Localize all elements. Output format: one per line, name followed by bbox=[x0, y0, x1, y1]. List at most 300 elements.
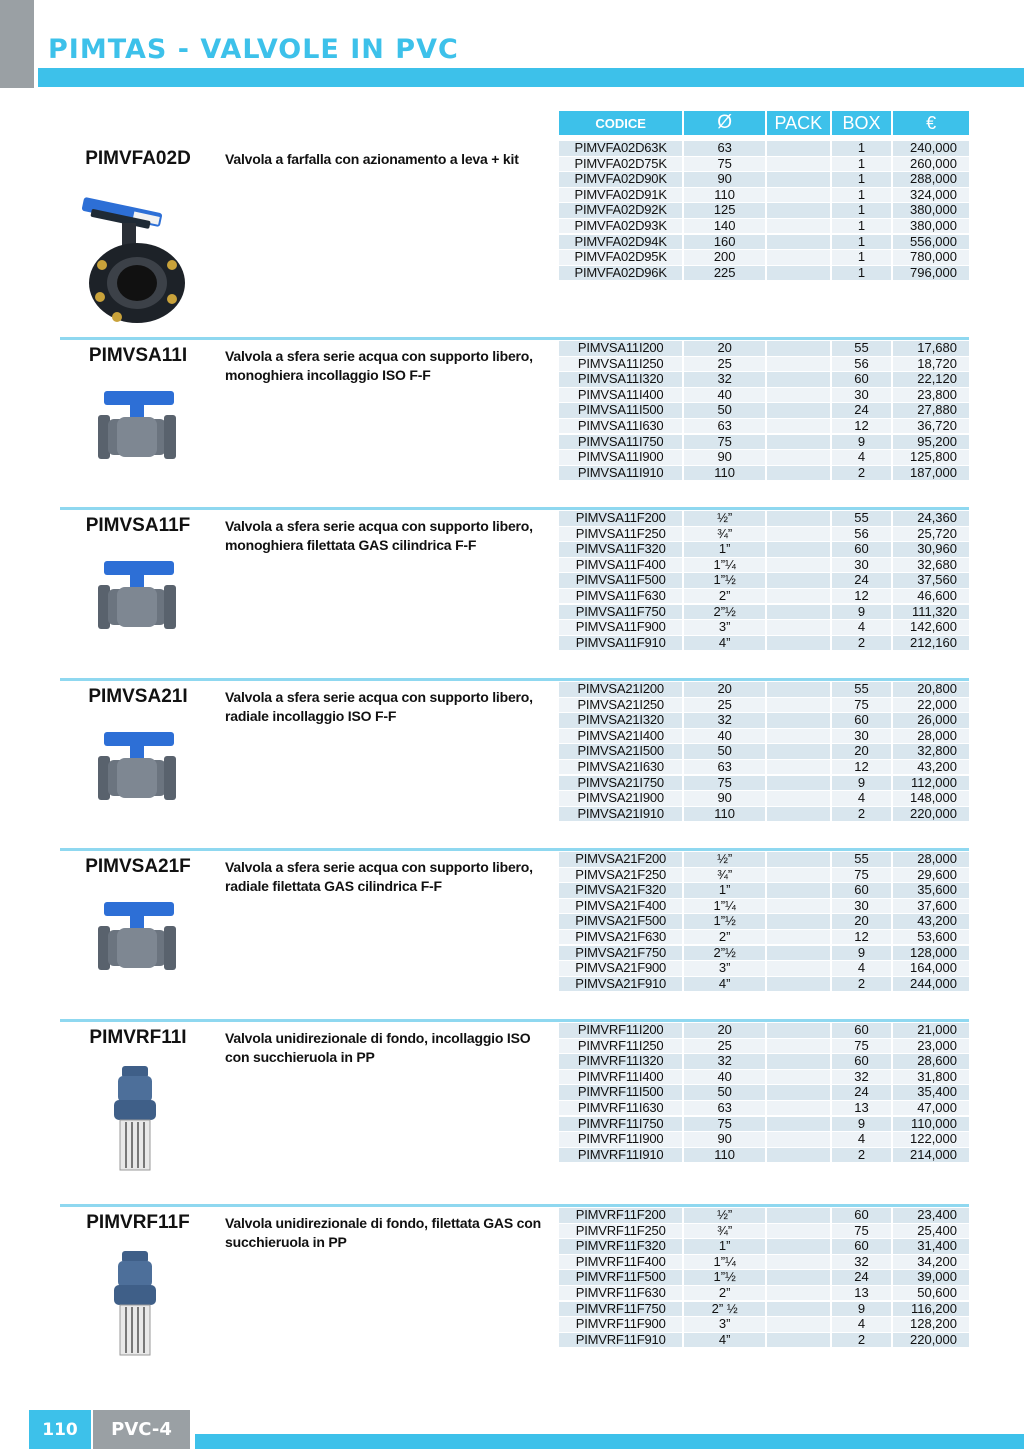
row-code: PIMVSA11I250 bbox=[559, 357, 682, 372]
row-code: PIMVRF11F900 bbox=[559, 1317, 682, 1332]
table-row bbox=[559, 1101, 969, 1117]
row-diameter: 32 bbox=[684, 1054, 765, 1069]
row-price: 28,000 bbox=[893, 729, 969, 744]
row-diameter: 2” bbox=[684, 1286, 765, 1301]
product-description: Valvola a farfalla con azionamento a leva + kit bbox=[225, 151, 519, 167]
row-box: 60 bbox=[832, 713, 892, 728]
row-code: PIMVRF11F200 bbox=[559, 1208, 682, 1223]
row-box: 9 bbox=[832, 435, 892, 450]
row-code: PIMVFA02D92K bbox=[559, 203, 682, 218]
row-code: PIMVSA11F750 bbox=[559, 605, 682, 620]
row-code: PIMVRF11F250 bbox=[559, 1224, 682, 1239]
row-box: 24 bbox=[832, 1270, 892, 1285]
row-price: 37,600 bbox=[893, 899, 969, 914]
table-row bbox=[559, 372, 969, 388]
ball-valve-icon bbox=[72, 557, 202, 642]
row-diameter: 75 bbox=[684, 435, 765, 450]
row-price: 18,720 bbox=[893, 357, 969, 372]
row-code: PIMVRF11F750 bbox=[559, 1302, 682, 1317]
row-box: 60 bbox=[832, 1208, 892, 1223]
row-pack bbox=[767, 1070, 830, 1085]
table-row bbox=[559, 219, 969, 235]
row-diameter: 75 bbox=[684, 157, 765, 172]
row-price: 111,320 bbox=[893, 605, 969, 620]
row-pack bbox=[767, 636, 830, 651]
row-price: 796,000 bbox=[893, 266, 969, 281]
row-code: PIMVSA21I630 bbox=[559, 760, 682, 775]
table-row bbox=[559, 250, 969, 266]
row-price: 556,000 bbox=[893, 235, 969, 250]
row-price: 53,600 bbox=[893, 930, 969, 945]
row-code: PIMVSA11I900 bbox=[559, 450, 682, 465]
row-price: 34,200 bbox=[893, 1255, 969, 1270]
row-box: 30 bbox=[832, 729, 892, 744]
table-row bbox=[559, 1023, 969, 1039]
price-table bbox=[559, 341, 969, 481]
row-box: 9 bbox=[832, 605, 892, 620]
row-code: PIMVFA02D95K bbox=[559, 250, 682, 265]
product-description: Valvola unidirezionale di fondo, incollaggio ISO con succhieruola in PP bbox=[225, 1030, 531, 1065]
row-pack bbox=[767, 1302, 830, 1317]
row-diameter: 63 bbox=[684, 141, 765, 156]
row-pack bbox=[767, 977, 830, 992]
row-pack bbox=[767, 235, 830, 250]
product-code: PIMVRF11F bbox=[86, 1212, 190, 1233]
row-pack bbox=[767, 1054, 830, 1069]
row-box: 13 bbox=[832, 1101, 892, 1116]
row-diameter: 1”¼ bbox=[684, 899, 765, 914]
row-pack bbox=[767, 388, 830, 403]
row-box: 9 bbox=[832, 1117, 892, 1132]
butterfly-valve-icon bbox=[72, 185, 202, 330]
table-row bbox=[559, 899, 969, 915]
row-diameter: 1” bbox=[684, 883, 765, 898]
footer-section-label: PVC-4 bbox=[93, 1410, 190, 1449]
row-diameter: 20 bbox=[684, 1023, 765, 1038]
row-price: 110,000 bbox=[893, 1117, 969, 1132]
row-pack bbox=[767, 466, 830, 481]
price-table bbox=[559, 511, 969, 651]
row-price: 214,000 bbox=[893, 1148, 969, 1163]
row-price: 26,000 bbox=[893, 713, 969, 728]
row-diameter: 63 bbox=[684, 1101, 765, 1116]
section-divider bbox=[60, 848, 969, 851]
product-code: PIMVSA11F bbox=[85, 515, 191, 536]
table-row bbox=[559, 573, 969, 589]
row-price: 35,400 bbox=[893, 1085, 969, 1100]
row-diameter: 1”½ bbox=[684, 1270, 765, 1285]
row-code: PIMVSA21I320 bbox=[559, 713, 682, 728]
row-pack bbox=[767, 961, 830, 976]
row-pack bbox=[767, 807, 830, 822]
row-code: PIMVRF11I900 bbox=[559, 1132, 682, 1147]
row-diameter: 50 bbox=[684, 744, 765, 759]
table-row bbox=[559, 605, 969, 621]
row-price: 28,000 bbox=[893, 852, 969, 867]
row-pack bbox=[767, 1317, 830, 1332]
row-pack bbox=[767, 266, 830, 281]
row-price: 23,400 bbox=[893, 1208, 969, 1223]
row-price: 32,800 bbox=[893, 744, 969, 759]
row-price: 288,000 bbox=[893, 172, 969, 187]
row-price: 17,680 bbox=[893, 341, 969, 356]
row-price: 32,680 bbox=[893, 558, 969, 573]
row-code: PIMVSA11F500 bbox=[559, 573, 682, 588]
row-price: 50,600 bbox=[893, 1286, 969, 1301]
row-pack bbox=[767, 1333, 830, 1348]
row-code: PIMVSA21F750 bbox=[559, 946, 682, 961]
row-diameter: 2”½ bbox=[684, 946, 765, 961]
row-diameter: 4” bbox=[684, 636, 765, 651]
row-price: 148,000 bbox=[893, 791, 969, 806]
row-pack bbox=[767, 403, 830, 418]
ball-valve-icon bbox=[72, 728, 202, 813]
table-row bbox=[559, 357, 969, 373]
row-pack bbox=[767, 682, 830, 697]
row-price: 22,000 bbox=[893, 698, 969, 713]
row-price: 23,000 bbox=[893, 1039, 969, 1054]
row-pack bbox=[767, 1085, 830, 1100]
price-table bbox=[559, 141, 969, 281]
row-code: PIMVSA21F900 bbox=[559, 961, 682, 976]
row-price: 43,200 bbox=[893, 760, 969, 775]
row-pack bbox=[767, 946, 830, 961]
row-price: 29,600 bbox=[893, 868, 969, 883]
table-row bbox=[559, 141, 969, 157]
row-price: 24,360 bbox=[893, 511, 969, 526]
product-code: PIMVSA21F bbox=[85, 856, 191, 877]
row-diameter: 2” ½ bbox=[684, 1302, 765, 1317]
row-diameter: ¾” bbox=[684, 868, 765, 883]
row-code: PIMVFA02D90K bbox=[559, 172, 682, 187]
row-code: PIMVRF11F400 bbox=[559, 1255, 682, 1270]
row-pack bbox=[767, 744, 830, 759]
table-row bbox=[559, 620, 969, 636]
column-pack: PACK bbox=[767, 111, 830, 135]
row-pack bbox=[767, 729, 830, 744]
row-diameter: 110 bbox=[684, 1148, 765, 1163]
row-price: 21,000 bbox=[893, 1023, 969, 1038]
row-diameter: ½” bbox=[684, 852, 765, 867]
row-pack bbox=[767, 1117, 830, 1132]
table-row bbox=[559, 235, 969, 251]
row-diameter: 63 bbox=[684, 760, 765, 775]
row-pack bbox=[767, 1101, 830, 1116]
table-row bbox=[559, 791, 969, 807]
row-diameter: 90 bbox=[684, 791, 765, 806]
row-box: 60 bbox=[832, 1023, 892, 1038]
row-price: 47,000 bbox=[893, 1101, 969, 1116]
table-row bbox=[559, 852, 969, 868]
row-box: 75 bbox=[832, 698, 892, 713]
row-pack bbox=[767, 1208, 830, 1223]
section-divider bbox=[60, 1019, 969, 1022]
row-price: 380,000 bbox=[893, 203, 969, 218]
table-row bbox=[559, 1286, 969, 1302]
row-code: PIMVRF11F500 bbox=[559, 1270, 682, 1285]
row-box: 2 bbox=[832, 807, 892, 822]
product-code: PIMVSA11I bbox=[88, 345, 188, 366]
row-code: PIMVRF11I500 bbox=[559, 1085, 682, 1100]
table-row bbox=[559, 914, 969, 930]
row-code: PIMVSA21I250 bbox=[559, 698, 682, 713]
row-price: 37,560 bbox=[893, 573, 969, 588]
table-row bbox=[559, 729, 969, 745]
row-box: 20 bbox=[832, 914, 892, 929]
table-row bbox=[559, 776, 969, 792]
row-pack bbox=[767, 620, 830, 635]
page-number: 110 bbox=[29, 1410, 91, 1449]
product-code: PIMVRF11I bbox=[89, 1027, 187, 1048]
row-price: 36,720 bbox=[893, 419, 969, 434]
row-code: PIMVFA02D94K bbox=[559, 235, 682, 250]
row-pack bbox=[767, 450, 830, 465]
row-diameter: 90 bbox=[684, 172, 765, 187]
price-table bbox=[559, 682, 969, 822]
row-price: 780,000 bbox=[893, 250, 969, 265]
row-pack bbox=[767, 435, 830, 450]
row-price: 260,000 bbox=[893, 157, 969, 172]
row-price: 116,200 bbox=[893, 1302, 969, 1317]
table-row bbox=[559, 744, 969, 760]
row-box: 1 bbox=[832, 235, 892, 250]
row-pack bbox=[767, 1023, 830, 1038]
row-code: PIMVSA21F200 bbox=[559, 852, 682, 867]
page-title: PIMTAS - VALVOLE IN PVC bbox=[48, 34, 459, 65]
row-price: 28,600 bbox=[893, 1054, 969, 1069]
row-pack bbox=[767, 899, 830, 914]
product-code: PIMVSA21I bbox=[88, 686, 188, 707]
row-price: 125,800 bbox=[893, 450, 969, 465]
foot-valve-icon bbox=[72, 1064, 202, 1179]
product-description: Valvola a sfera serie acqua con supporto libero, monoghiera filettata GAS cilindrica F-F bbox=[225, 518, 533, 553]
row-box: 4 bbox=[832, 1132, 892, 1147]
row-box: 24 bbox=[832, 403, 892, 418]
table-row bbox=[559, 1070, 969, 1086]
row-box: 1 bbox=[832, 157, 892, 172]
row-box: 2 bbox=[832, 636, 892, 651]
row-pack bbox=[767, 511, 830, 526]
row-pack bbox=[767, 188, 830, 203]
row-code: PIMVSA11F900 bbox=[559, 620, 682, 635]
row-pack bbox=[767, 250, 830, 265]
row-pack bbox=[767, 419, 830, 434]
row-pack bbox=[767, 1148, 830, 1163]
row-diameter: 50 bbox=[684, 1085, 765, 1100]
row-diameter: 1”½ bbox=[684, 914, 765, 929]
title-bar bbox=[38, 68, 1024, 87]
row-code: PIMVRF11I250 bbox=[559, 1039, 682, 1054]
row-code: PIMVSA11I200 bbox=[559, 341, 682, 356]
table-row bbox=[559, 1132, 969, 1148]
table-row bbox=[559, 760, 969, 776]
row-pack bbox=[767, 791, 830, 806]
row-box: 55 bbox=[832, 341, 892, 356]
row-box: 30 bbox=[832, 388, 892, 403]
table-row bbox=[559, 1117, 969, 1133]
row-pack bbox=[767, 172, 830, 187]
row-code: PIMVRF11F320 bbox=[559, 1239, 682, 1254]
row-diameter: 3” bbox=[684, 620, 765, 635]
row-code: PIMVFA02D91K bbox=[559, 188, 682, 203]
row-box: 56 bbox=[832, 527, 892, 542]
row-price: 46,600 bbox=[893, 589, 969, 604]
table-row bbox=[559, 1239, 969, 1255]
row-price: 31,400 bbox=[893, 1239, 969, 1254]
table-row bbox=[559, 589, 969, 605]
row-diameter: 140 bbox=[684, 219, 765, 234]
row-box: 75 bbox=[832, 1039, 892, 1054]
row-code: PIMVSA11F400 bbox=[559, 558, 682, 573]
row-pack bbox=[767, 698, 830, 713]
row-pack bbox=[767, 219, 830, 234]
row-code: PIMVSA11I630 bbox=[559, 419, 682, 434]
table-row bbox=[559, 1317, 969, 1333]
row-code: PIMVSA11I750 bbox=[559, 435, 682, 450]
row-code: PIMVSA11F910 bbox=[559, 636, 682, 651]
table-row bbox=[559, 1224, 969, 1240]
column-diameter: Ø bbox=[684, 111, 765, 135]
row-diameter: 75 bbox=[684, 1117, 765, 1132]
row-box: 4 bbox=[832, 791, 892, 806]
row-code: PIMVRF11F910 bbox=[559, 1333, 682, 1348]
table-row bbox=[559, 946, 969, 962]
table-row bbox=[559, 977, 969, 993]
row-box: 1 bbox=[832, 266, 892, 281]
row-code: PIMVSA11I400 bbox=[559, 388, 682, 403]
row-diameter: 1”½ bbox=[684, 573, 765, 588]
row-code: PIMVRF11F630 bbox=[559, 1286, 682, 1301]
row-diameter: ½” bbox=[684, 1208, 765, 1223]
row-pack bbox=[767, 558, 830, 573]
row-box: 4 bbox=[832, 450, 892, 465]
row-pack bbox=[767, 852, 830, 867]
row-diameter: 1”¼ bbox=[684, 1255, 765, 1270]
section-divider bbox=[60, 1204, 969, 1207]
row-box: 55 bbox=[832, 852, 892, 867]
row-diameter: 2” bbox=[684, 930, 765, 945]
row-pack bbox=[767, 914, 830, 929]
row-price: 25,720 bbox=[893, 527, 969, 542]
row-diameter: 1” bbox=[684, 542, 765, 557]
row-pack bbox=[767, 760, 830, 775]
row-pack bbox=[767, 1270, 830, 1285]
row-pack bbox=[767, 1132, 830, 1147]
row-diameter: 110 bbox=[684, 807, 765, 822]
row-pack bbox=[767, 1039, 830, 1054]
row-pack bbox=[767, 573, 830, 588]
row-box: 2 bbox=[832, 466, 892, 481]
row-diameter: 225 bbox=[684, 266, 765, 281]
table-row bbox=[559, 1255, 969, 1271]
row-box: 32 bbox=[832, 1070, 892, 1085]
row-price: 128,200 bbox=[893, 1317, 969, 1332]
table-row bbox=[559, 203, 969, 219]
table-row bbox=[559, 466, 969, 482]
row-code: PIMVFA02D96K bbox=[559, 266, 682, 281]
row-code: PIMVRF11I750 bbox=[559, 1117, 682, 1132]
row-box: 60 bbox=[832, 883, 892, 898]
table-row bbox=[559, 961, 969, 977]
row-code: PIMVSA21I900 bbox=[559, 791, 682, 806]
column-header bbox=[559, 111, 969, 135]
row-diameter: 25 bbox=[684, 357, 765, 372]
row-box: 30 bbox=[832, 899, 892, 914]
row-box: 2 bbox=[832, 1148, 892, 1163]
table-row bbox=[559, 527, 969, 543]
row-diameter: 75 bbox=[684, 776, 765, 791]
row-box: 1 bbox=[832, 250, 892, 265]
table-row bbox=[559, 388, 969, 404]
row-pack bbox=[767, 930, 830, 945]
row-diameter: 2”½ bbox=[684, 605, 765, 620]
row-code: PIMVFA02D75K bbox=[559, 157, 682, 172]
table-row bbox=[559, 682, 969, 698]
row-price: 122,000 bbox=[893, 1132, 969, 1147]
section-divider bbox=[60, 507, 969, 510]
row-diameter: 4” bbox=[684, 977, 765, 992]
row-pack bbox=[767, 542, 830, 557]
table-row bbox=[559, 511, 969, 527]
table-row bbox=[559, 868, 969, 884]
table-row bbox=[559, 558, 969, 574]
row-code: PIMVRF11I910 bbox=[559, 1148, 682, 1163]
row-diameter: 90 bbox=[684, 450, 765, 465]
product-code: PIMVFA02D bbox=[85, 148, 191, 169]
row-box: 4 bbox=[832, 961, 892, 976]
row-diameter: 32 bbox=[684, 713, 765, 728]
table-row bbox=[559, 883, 969, 899]
row-box: 20 bbox=[832, 744, 892, 759]
row-diameter: 20 bbox=[684, 682, 765, 697]
row-code: PIMVSA21I400 bbox=[559, 729, 682, 744]
table-row bbox=[559, 930, 969, 946]
row-box: 12 bbox=[832, 760, 892, 775]
row-diameter: 20 bbox=[684, 341, 765, 356]
row-box: 4 bbox=[832, 1317, 892, 1332]
row-code: PIMVSA11F630 bbox=[559, 589, 682, 604]
row-price: 212,160 bbox=[893, 636, 969, 651]
row-price: 23,800 bbox=[893, 388, 969, 403]
row-code: PIMVSA21F320 bbox=[559, 883, 682, 898]
row-diameter: 4” bbox=[684, 1333, 765, 1348]
row-price: 244,000 bbox=[893, 977, 969, 992]
product-description: Valvola a sfera serie acqua con supporto libero, radiale incollaggio ISO F-F bbox=[225, 689, 533, 724]
row-box: 55 bbox=[832, 682, 892, 697]
row-price: 220,000 bbox=[893, 807, 969, 822]
row-box: 1 bbox=[832, 172, 892, 187]
row-price: 240,000 bbox=[893, 141, 969, 156]
row-price: 128,000 bbox=[893, 946, 969, 961]
row-diameter: 110 bbox=[684, 466, 765, 481]
row-price: 43,200 bbox=[893, 914, 969, 929]
row-box: 12 bbox=[832, 419, 892, 434]
row-box: 9 bbox=[832, 776, 892, 791]
row-pack bbox=[767, 157, 830, 172]
row-diameter: 110 bbox=[684, 188, 765, 203]
row-diameter: 63 bbox=[684, 419, 765, 434]
row-box: 60 bbox=[832, 542, 892, 557]
row-diameter: 2” bbox=[684, 589, 765, 604]
table-row bbox=[559, 266, 969, 282]
row-diameter: 90 bbox=[684, 1132, 765, 1147]
row-pack bbox=[767, 203, 830, 218]
table-row bbox=[559, 1333, 969, 1349]
row-price: 39,000 bbox=[893, 1270, 969, 1285]
row-code: PIMVSA11I320 bbox=[559, 372, 682, 387]
row-diameter: 200 bbox=[684, 250, 765, 265]
row-diameter: 160 bbox=[684, 235, 765, 250]
